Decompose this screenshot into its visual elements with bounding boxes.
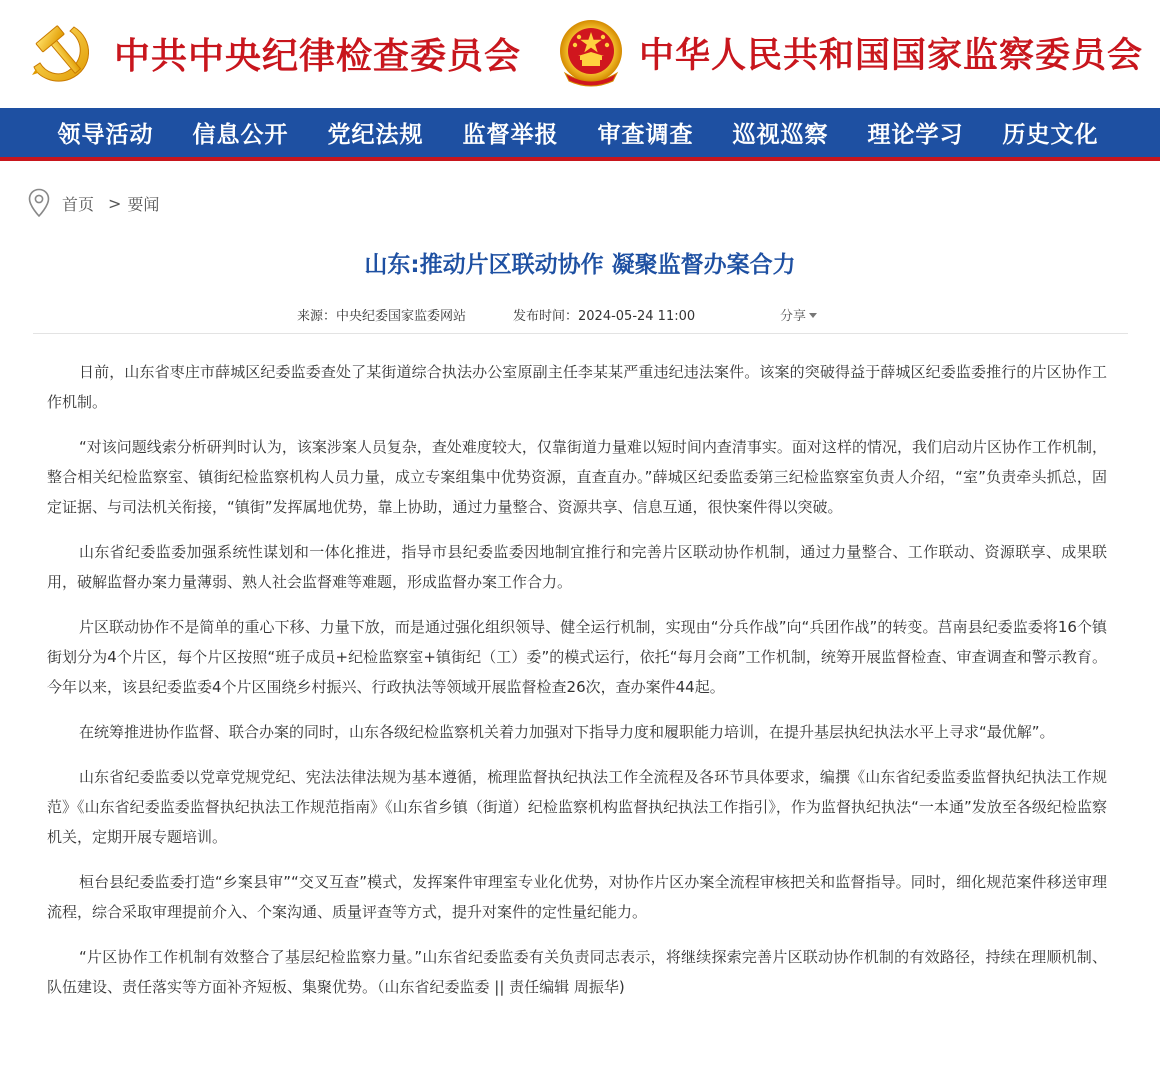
nav-item-leadership[interactable]: 领导活动 [57, 121, 154, 148]
article-paragraph: 桓台县纪委监委打造“乡案县审”“交叉互查”模式，发挥案件审理室专业化优势，对协作片区办案全流程审核把关和监督指导。同时，细化规范案件移送审理流程，综合采取审理提前介入、个案沟通、质量评查等方式，提升对案件的定性量纪能力。 [47, 873, 1107, 921]
article-paragraph: 在统筹推进协作监督、联合办案的同时，山东各级纪检监察机关着力加强对下指导力度和履职能力培训，在提升基层执纪执法水平上寻求“最优解”。 [79, 723, 1055, 741]
nav-item-history-culture[interactable]: 历史文化 [1002, 121, 1099, 148]
article-publish-time: 发布时间：2024-05-24 11:00 [513, 309, 696, 324]
nsc-logo[interactable] [555, 10, 1143, 96]
share-button[interactable] [780, 305, 817, 324]
breadcrumb-current-link[interactable]: 要闻 [127, 194, 160, 214]
nav-item-info-disclosure[interactable]: 信息公开 [192, 121, 289, 148]
nav-item-investigation[interactable]: 审查调查 [597, 121, 694, 148]
location-pin-icon [28, 188, 50, 218]
ccdi-site-title: 中共中央纪律检查委员会 [114, 34, 522, 77]
article-body [47, 357, 1107, 1017]
breadcrumb-home-link[interactable]: 首页 [62, 194, 95, 214]
site-header [0, 0, 1160, 108]
main-nav [0, 108, 1160, 161]
nav-item-inspection[interactable]: 巡视巡察 [732, 121, 829, 148]
share-label: 分享 [780, 309, 807, 324]
nav-item-supervision-report[interactable]: 监督举报 [462, 121, 559, 148]
chevron-down-icon [809, 313, 817, 318]
article-paragraph: 日前，山东省枣庄市薛城区纪委监委查处了某街道综合执法办公室原副主任李某某严重违纪违法案件。该案的突破得益于薛城区纪委监委推行的片区协作工作机制。 [47, 363, 1107, 411]
article-paragraph: “对该问题线索分析研判时认为，该案涉案人员复杂，查处难度较大，仅靠街道力量难以短时间内查清事实。面对这样的情况，我们启动片区协作工作机制，整合相关纪检监察室、镇街纪检监察机构人员力量，成立专案组集中优势资源，直查直办。”薛城区纪委监委第三纪检监察室负责人介绍，“室”负责牵头抓总，固定证据、与司法机关衔接，“镇街”发挥属地优势，靠上协助，通过力量整合、资源共享、信息互通，很快案件得以突破。 [47, 438, 1107, 516]
article-paragraph: “片区协作工作机制有效整合了基层纪检监察力量。”山东省纪委监委有关负责同志表示，将继续探索完善片区联动协作机制的有效路径，持续在理顺机制、队伍建设、责任落实等方面补齐短板、集聚优势。（山东省纪委监委 || 责任编辑 周振华) [47, 948, 1107, 996]
article-paragraph: 山东省纪委监委以党章党规党纪、宪法法律法规为基本遵循，梳理监督执纪执法工作全流程及各环节具体要求，编撰《山东省纪委监委监督执纪执法工作规范》《山东省纪委监委监督执纪执法工作规范指南》《山东省乡镇（街道）纪检监察机构监督执纪执法工作指引》，作为监督执纪执法“一本通”发放至各级纪检监察机关，定期开展专题培训。 [47, 768, 1107, 846]
ccdi-logo[interactable] [28, 10, 521, 96]
breadcrumb [28, 188, 159, 218]
article-paragraph: 山东省纪委监委加强系统性谋划和一体化推进，指导市县纪委监委因地制宜推行和完善片区联动协作机制，通过力量整合、工作联动、资源联享、成果联用，破解监督办案力量薄弱、熟人社会监督难等难题，形成监督办案工作合力。 [47, 543, 1107, 591]
national-emblem-icon [555, 17, 627, 89]
article-title: 山东:推动片区联动协作 凝聚监督办案合力 [364, 252, 796, 278]
party-emblem-icon [28, 17, 100, 89]
article-source: 来源：中央纪委国家监委网站 [297, 309, 467, 324]
meta-divider [33, 333, 1128, 334]
nav-item-theory-study[interactable]: 理论学习 [867, 121, 964, 148]
breadcrumb-separator: > [108, 193, 122, 213]
nav-item-regulations[interactable]: 党纪法规 [327, 121, 424, 148]
nsc-site-title: 中华人民共和国国家监察委员会 [639, 35, 1144, 76]
article-paragraph: 片区联动协作不是简单的重心下移、力量下放，而是通过强化组织领导、健全运行机制，实现由“分兵作战”向“兵团作战”的转变。莒南县纪委监委将16个镇街划分为4个片区，每个片区按照“班子成员+纪检监察室+镇街纪（工）委”的模式运行，依托“每月会商”工作机制，统筹开展监督检查、审查调查和警示教育。今年以来，该县纪委监委4个片区围绕乡村振兴、行政执法等领域开展监督检查26次，查办案件44起。 [47, 618, 1107, 696]
